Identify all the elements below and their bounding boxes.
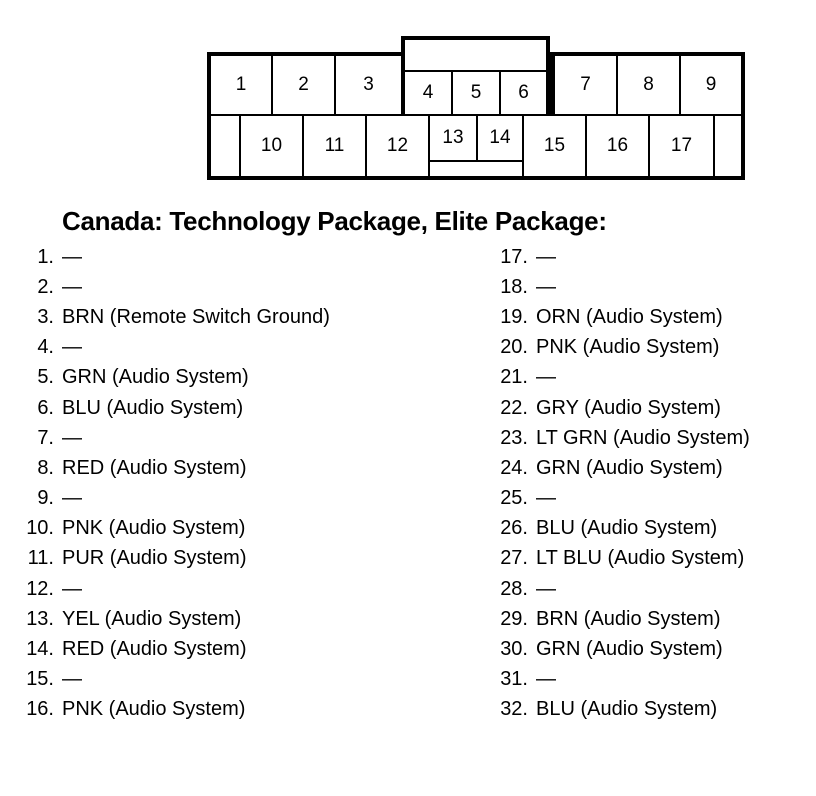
pin-number: 22. (500, 396, 528, 419)
connector-pin: 8 (616, 54, 681, 116)
pin-row (0, 574, 750, 604)
connector-pin: 11 (302, 114, 367, 178)
pin-row (0, 423, 750, 453)
pin-description: GRN (Audio System) (536, 638, 723, 661)
pin-number: 28. (500, 577, 528, 600)
pin-number: 23. (500, 426, 528, 449)
pin-description: LT GRN (Audio System) (536, 426, 750, 449)
pin-description: — (536, 487, 556, 510)
pin-description: — (62, 245, 82, 268)
pin-number: 17. (500, 245, 528, 268)
pin-description: BLU (Audio System) (536, 698, 718, 721)
pin-number: 5. (37, 366, 54, 389)
connector-pin: 2 (271, 54, 336, 116)
pin-description: GRY (Audio System) (536, 396, 721, 419)
connector-pin: 17 (648, 114, 715, 178)
pin-description: PNK (Audio System) (536, 336, 720, 359)
pin-description: — (536, 668, 556, 691)
pin-row (0, 604, 750, 634)
pin-description: PNK (Audio System) (62, 698, 246, 721)
pin-number: 1. (37, 245, 54, 268)
connector-pin: 16 (585, 114, 650, 178)
pin-description: — (62, 426, 82, 449)
pin-description: — (62, 275, 82, 298)
pin-number: 25. (500, 487, 528, 510)
connector-pin: 10 (239, 114, 304, 178)
pin-number: 3. (37, 305, 54, 328)
connector-pin: 14 (476, 114, 524, 162)
pin-description: BRN (Audio System) (536, 607, 721, 630)
pin-number: 32. (500, 698, 528, 721)
connector-pin: 1 (209, 54, 273, 116)
pin-row (0, 302, 750, 332)
pin-number: 20. (500, 336, 528, 359)
pin-description: GRN (Audio System) (536, 456, 723, 479)
pin-description: BLU (Audio System) (62, 396, 244, 419)
pin-row (0, 484, 750, 514)
connector-pin: 15 (522, 114, 587, 178)
pin-row (0, 333, 750, 363)
section-title: Canada: Technology Package, Elite Package: (62, 206, 607, 236)
connector-pin: 9 (679, 54, 743, 116)
pin-number: 14. (26, 638, 54, 661)
pin-row (0, 634, 750, 664)
pin-number: 27. (500, 547, 528, 570)
pin-number: 16. (26, 698, 54, 721)
pin-row (0, 363, 750, 393)
connector-pin: 12 (365, 114, 430, 178)
pin-number: 4. (37, 336, 54, 359)
connector-pin: 3 (334, 54, 403, 116)
pin-row (0, 665, 750, 695)
pin-number: 11. (27, 547, 54, 570)
connector-pin: 5 (451, 70, 501, 116)
pin-description: ORN (Audio System) (536, 305, 723, 328)
pin-description: BLU (Audio System) (536, 517, 718, 540)
pin-description: RED (Audio System) (62, 638, 247, 661)
pin-list-right (0, 242, 750, 725)
pin-number: 26. (500, 517, 528, 540)
pin-number: 19. (500, 305, 528, 328)
pin-number: 8. (37, 456, 54, 479)
pin-description: — (536, 245, 556, 268)
pin-row (0, 544, 750, 574)
pin-description: — (62, 577, 82, 600)
pin-row (0, 393, 750, 423)
pin-description: — (536, 577, 556, 600)
pin-description: RED (Audio System) (62, 456, 247, 479)
pin-number: 30. (500, 638, 528, 661)
pin-number: 29. (500, 607, 528, 630)
pin-number: 15. (26, 668, 54, 691)
connector-pin: 13 (428, 114, 478, 162)
pin-number: 10. (26, 517, 54, 540)
pin-row (0, 242, 750, 272)
connector-pin: 6 (499, 70, 548, 116)
pin-description: PNK (Audio System) (62, 517, 246, 540)
pin-number: 18. (500, 275, 528, 298)
pin-row (0, 453, 750, 483)
connector-pin-blank (713, 114, 743, 178)
pin-row (0, 272, 750, 302)
pin-number: 31. (500, 668, 528, 691)
pin-row (0, 695, 750, 725)
pin-description: LT BLU (Audio System) (536, 547, 745, 570)
pin-description: — (536, 275, 556, 298)
pin-description: — (62, 336, 82, 359)
pin-number: 13. (26, 607, 54, 630)
pin-number: 2. (37, 275, 54, 298)
connector-pin: 7 (553, 54, 618, 116)
connector-diagram (0, 0, 816, 200)
connector-pin-blank (209, 114, 241, 178)
pin-description: — (62, 487, 82, 510)
pin-number: 24. (500, 456, 528, 479)
pin-description: — (536, 366, 556, 389)
pin-number: 7. (37, 426, 54, 449)
pin-number: 12. (26, 577, 54, 600)
pin-number: 21. (500, 366, 528, 389)
pin-description: YEL (Audio System) (62, 607, 242, 630)
pin-row (0, 514, 750, 544)
pin-description: GRN (Audio System) (62, 366, 249, 389)
pin-description: BRN (Remote Switch Ground) (62, 305, 330, 328)
pin-description: — (62, 668, 82, 691)
pin-number: 9. (37, 487, 54, 510)
pin-description: PUR (Audio System) (62, 547, 247, 570)
connector-pin: 4 (403, 70, 453, 116)
pin-number: 6. (37, 396, 54, 419)
